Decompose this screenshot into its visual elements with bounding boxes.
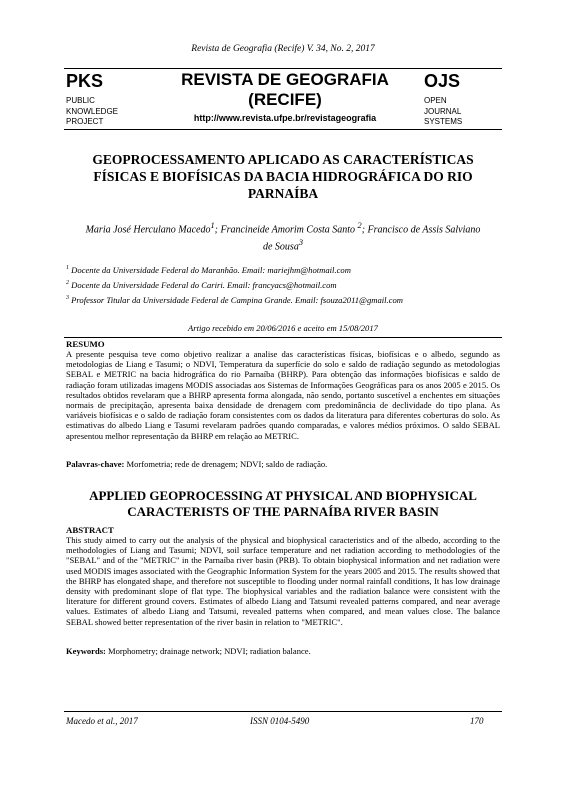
abstract-keywords bbox=[66, 646, 500, 656]
affiliation-1-text: Docente da Universidade Federal do Maranhão. Email: mariejhm@hotmail.com bbox=[71, 264, 351, 275]
ojs-line-2: JOURNAL bbox=[424, 106, 462, 116]
affiliation-2-sup: 2 bbox=[66, 279, 69, 286]
pks-line-1: PUBLIC bbox=[66, 96, 95, 105]
author-2-sup: 2 bbox=[357, 221, 362, 230]
ojs-logo-subtitle bbox=[424, 96, 462, 128]
affiliation-1 bbox=[66, 262, 506, 277]
resumo-keywords-text: Morfometria; rede de drenagem; NDVI; saldo de radiação. bbox=[124, 459, 328, 469]
abstract-body: This study aimed to carry out the analysis of the physical and biophysical caracteristics and of the albedo, according to the methodologies of Liang and Tasumi; NDVI, soil surface temperature and net radiation according to methodologies of the "SEBAL" and of the "METRIC" in the Parnaíba river basin (PRB). To obtain biophysical information and net radiation were used MODIS images associated with the Geographic Information System for the years 2005 and 2015. The results showed that the BHRP has elongated shape, and therefore not susceptible to flooding under normal rainfall conditions, It has low drainage density with predominant slope of flat type. The biophysical variables and the radiation balance were consistent with the literature for different ground covers. Estimates of albedo Liang and Tatsumi revealed patterns compared, and near average values. Estimates of albedo Liang and Tatsumi, revealed patterns when compared, and mean values close. The balance SEBAL showed better representation of the river basin in relation to "METRIC". bbox=[66, 535, 500, 627]
resumo-body: A presente pesquisa teve como objetivo realizar a analise das características físicas, biofísicas e o albedo, segundo as metodologias de Liang e Tasumi; o NDVI, Temperatura da superfície do solo e saldo de radiação segundo as metodologias SEBAL e METRIC na bacia hidrográfica do rio Parnaíba (BHRP). Para obtenção das informações biofísicas e saldo de radiação foram utilizadas imagens MODIS associadas aos Sistemas de Informações Geográficas para os anos 2005 e 2015. Os resultados obtidos revelaram que a BHRP apresenta forma alongada, não sendo, portanto suscetível a enchentes em situações normais de precipitação, apresenta baixa densidade de drenagem com predominância de declividade do tipo plana. As variáveis biofísicas e o saldo de radiação foram consistentes com os dados da literatura para diferentes coberturas do solo. As estimativas do albedo Liang e Tasumi revelaram padrões quando comparadas, e valores médios próximos. O saldo SEBAL apresentou melhor representação da BHRP em relação ao METRIC. bbox=[66, 349, 500, 441]
footer-issn: ISSN 0104-5490 bbox=[250, 716, 310, 726]
author-1: Maria José Herculano Macedo bbox=[85, 224, 211, 236]
article-title: GEOPROCESSAMENTO APLICADO AS CARACTERÍSTICAS FÍSICAS E BIOFÍSICAS DA BACIA HIDROGRÁFICA DO RIO PARNAÍBA bbox=[92, 152, 474, 201]
footer-rule bbox=[64, 711, 502, 712]
abstract-keywords-text: Morphometry; drainage network; NDVI; radiation balance. bbox=[105, 646, 311, 656]
author-2: Francineide Amorim Costa Santo bbox=[220, 224, 356, 236]
pks-line-2: KNOWLEDGE bbox=[66, 106, 119, 116]
journal-name-line-1: REVISTA DE GEOGRAFIA bbox=[181, 70, 389, 89]
journal-citation-line: Revista de Geografia (Recife) V. 34, No. 2, 2017 bbox=[191, 44, 375, 54]
affiliation-3 bbox=[66, 292, 506, 307]
author-3: Francisco de Assis Salviano de Sousa bbox=[262, 224, 481, 253]
footer-author-year: Macedo et al., 2017 bbox=[66, 716, 138, 726]
resumo-keywords bbox=[66, 459, 500, 469]
affiliation-2 bbox=[66, 277, 506, 292]
received-accepted-dates: Artigo recebido em 20/06/2016 e aceito em 15/08/2017 bbox=[188, 323, 378, 333]
journal-url: http://www.revista.ufpe.br/revistageografia bbox=[193, 113, 377, 123]
affiliation-2-text: Docente da Universidade Federal do Cariri. Email: francyacs@hotmail.com bbox=[71, 279, 337, 290]
author-3-sup: 3 bbox=[298, 238, 303, 248]
header-top-rule bbox=[64, 68, 502, 69]
english-title: APPLIED GEOPROCESSING AT PHYSICAL AND BIOPHYSICAL CARACTERISTS OF THE PARNAÍBA RIVER BASIN bbox=[89, 488, 477, 519]
ojs-line-3: SYSTEMS bbox=[424, 117, 463, 126]
abstract-keywords-label: Keywords: bbox=[66, 646, 106, 656]
author-1-sup: 1 bbox=[210, 221, 215, 230]
ojs-line-1: OPEN bbox=[424, 96, 447, 105]
pks-logo-subtitle bbox=[66, 96, 118, 128]
journal-name-line-2: (RECIFE) bbox=[248, 90, 322, 109]
affiliations bbox=[66, 262, 506, 307]
resumo-heading: RESUMO bbox=[66, 339, 105, 349]
ojs-logo-title: OJS bbox=[424, 71, 461, 91]
journal-name bbox=[150, 70, 420, 110]
affiliation-1-sup: 1 bbox=[66, 265, 69, 271]
affiliation-3-text: Professor Titular da Universidade Federal de Campina Grande. Email: fsouza2011@gmail.com bbox=[71, 294, 403, 305]
footer-page-number: 170 bbox=[470, 716, 484, 726]
resumo-rule bbox=[64, 337, 502, 338]
affiliation-3-sup: 3 bbox=[66, 294, 69, 301]
abstract-heading: ABSTRACT bbox=[66, 525, 114, 535]
author-list: Maria José Herculano Macedo$^1$; Francineide Amorim Costa Santo $^2$; Francisco de Assis Salviano de Sousa$^3$ bbox=[85, 221, 481, 253]
pks-logo-title: PKS bbox=[66, 71, 104, 91]
header-bottom-rule bbox=[64, 129, 502, 130]
pks-line-3: PROJECT bbox=[66, 117, 104, 126]
resumo-keywords-label: Palavras-chave: bbox=[66, 459, 125, 469]
